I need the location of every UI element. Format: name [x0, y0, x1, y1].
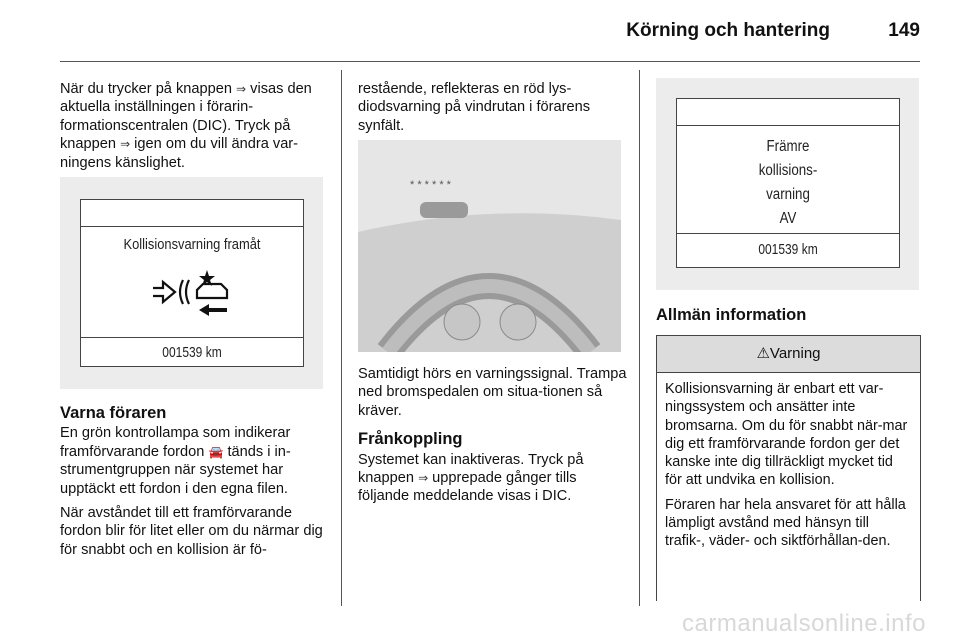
paragraph: Samtidigt hörs en varningssignal. Trampa ned bromspedalen om situa-tionen så kräver. [358, 366, 627, 419]
dic-figure [60, 177, 323, 389]
car-distance-icon: ⇒ [236, 82, 247, 96]
car-distance-icon: ⇒ [418, 471, 429, 486]
paragraph: När du trycker på knappen ⇒ visas den aktuella inställningen i förarin-formationscentralen (DIC). Tryck på knappen ⇒ igen om du vill ändra var-ningens känslighet. [60, 81, 312, 171]
dic-line: varning [766, 186, 810, 203]
warning-icon: ⚠ [756, 345, 770, 362]
header-title: Körning och hantering [626, 20, 830, 41]
warning-body [657, 373, 920, 551]
dic-line: AV [779, 210, 797, 227]
dic-title: Kollisionsvarning framåt [123, 236, 261, 253]
warning-title: Varning [769, 345, 821, 362]
collision-alert-icon [147, 258, 237, 320]
column-divider [639, 70, 640, 606]
section-title: Varna föraren [60, 404, 167, 422]
odometer-reading: 001539 km [162, 344, 222, 361]
dic-line: Främre [766, 138, 810, 155]
warning-header [657, 336, 920, 373]
dashboard-illustration [358, 140, 621, 352]
paragraph: restående, reflekteras en röd lys-diodsvarning på vindrutan i förarens synfält. [358, 81, 591, 134]
paragraph: En grön kontrollampa som indikerar framförvarande fordon 🚘 tänds i in-strumentgruppen när systemet har upptäckt ett fordon i den egna filen. [60, 425, 291, 497]
car-distance-icon: ⇒ [120, 137, 131, 152]
page-number: 149 [888, 20, 920, 41]
watermark: carmanualsonline.info [682, 610, 926, 637]
paragraph: Systemet kan inaktiveras. Tryck på knappen ⇒ upprepade gånger tills följande meddelande visas i DIC. [358, 451, 584, 505]
dic-line: kollisions- [758, 162, 818, 179]
section-title: Allmän information [656, 306, 807, 324]
section-title: Frånkoppling [358, 430, 463, 449]
svg-text:* * * * * *: * * * * * * [410, 179, 451, 191]
car-front-icon: 🚘 [208, 444, 224, 459]
dic-screen [80, 199, 304, 367]
dic-figure-off [656, 78, 919, 290]
odometer-reading: 001539 km [758, 241, 818, 258]
dic-screen [676, 98, 900, 268]
paragraph: Kollisionsvarning är enbart ett var-ningssystem och ansätter inte bromsarna. Om du för snabbt när-mar dig ett framförvarande fordon ger det kanske inte dig tillräckligt mycket tid för att undvika en kollision. [665, 381, 908, 489]
header-rule [60, 61, 920, 62]
paragraph: När avståndet till ett framförvarande fordon blir för litet eller om du närmar dig för snabbt och en kollision är fö- [60, 505, 323, 558]
warning-box [656, 335, 921, 601]
paragraph: Föraren har hela ansvaret för att hålla lämpligt avstånd med hänsyn till trafik-, väder- och siktförhållan-den. [665, 496, 906, 550]
column-divider [341, 70, 342, 606]
